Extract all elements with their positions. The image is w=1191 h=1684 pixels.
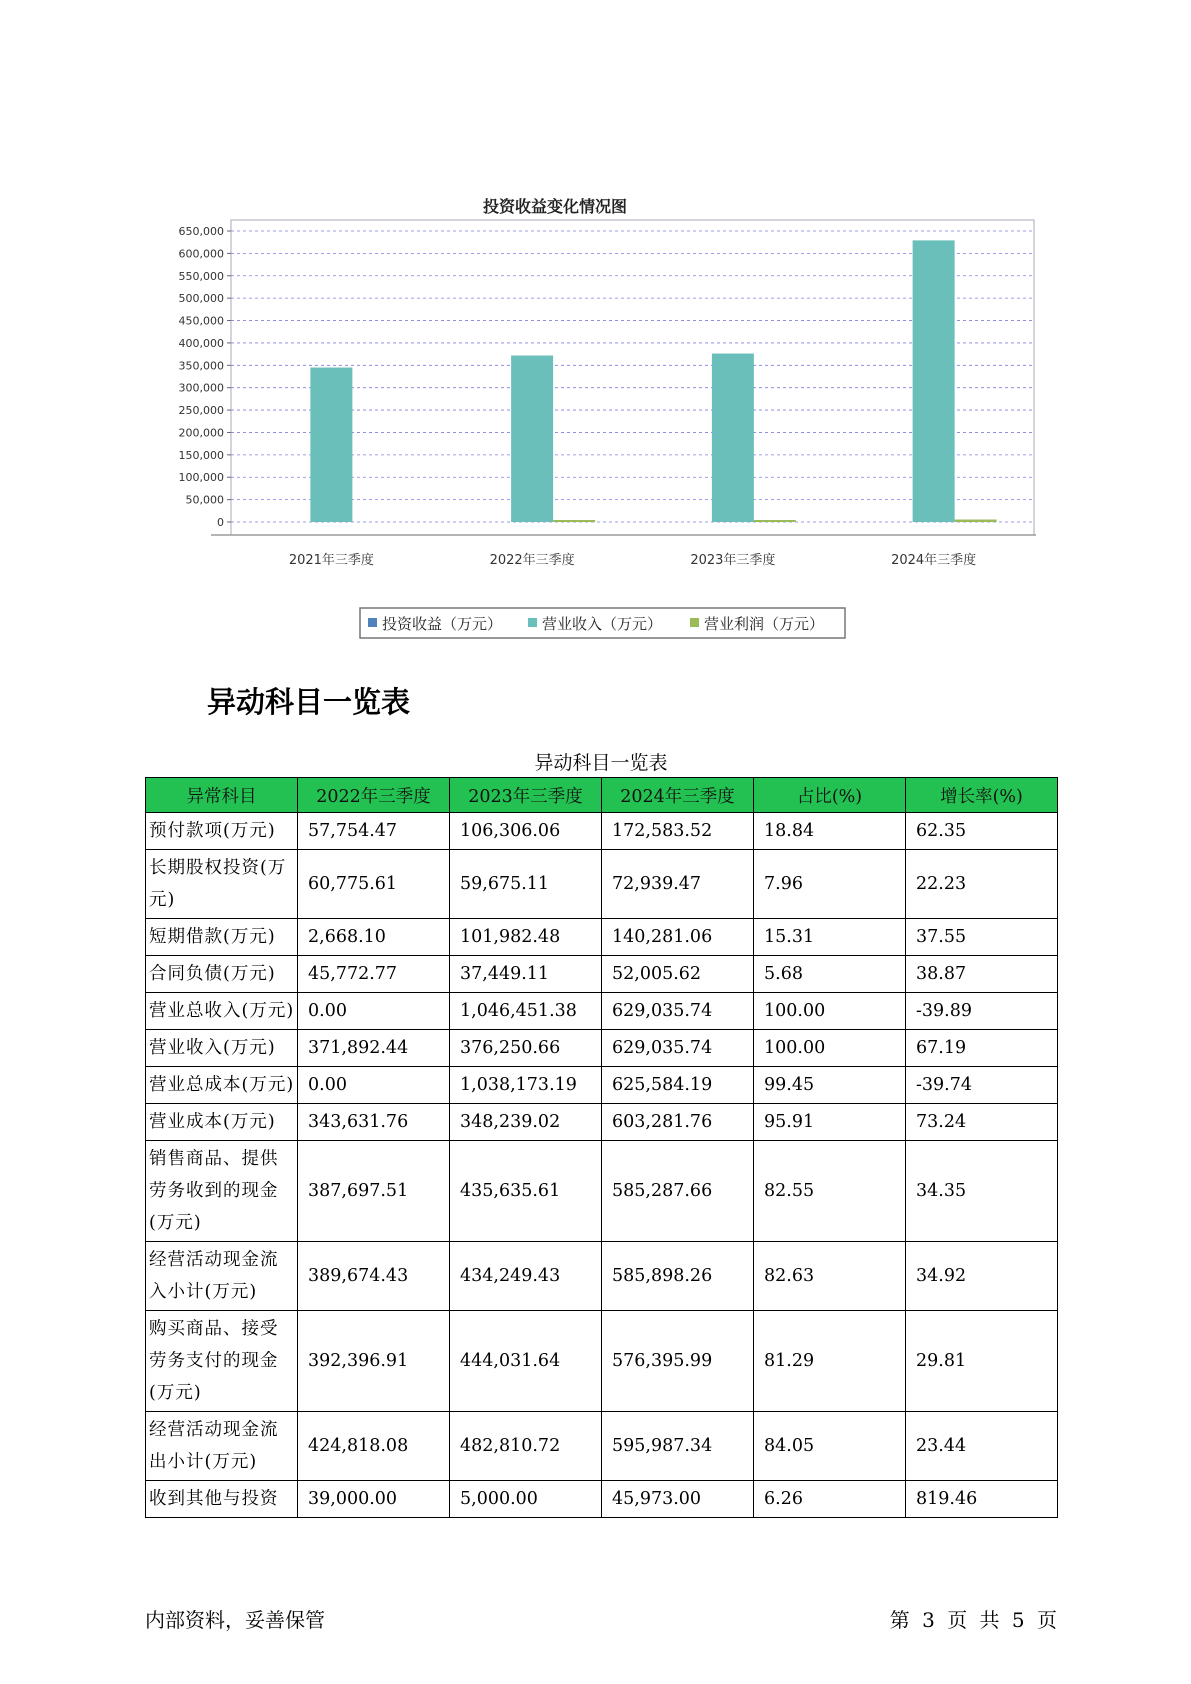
value-cell: 629,035.74 — [602, 1030, 754, 1067]
row-label-cell: 营业成本(万元) — [146, 1104, 298, 1141]
row-label-cell: 营业总收入(万元) — [146, 993, 298, 1030]
row-label-cell: 收到其他与投资 — [146, 1481, 298, 1518]
abnormal-items-table — [145, 777, 1058, 1518]
value-cell: 0.00 — [298, 1067, 450, 1104]
value-cell: 140,281.06 — [602, 919, 754, 956]
row-label-cell: 短期借款(万元) — [146, 919, 298, 956]
table-row — [146, 1030, 1058, 1067]
x-tick-label: 2021年三季度 — [288, 553, 374, 568]
y-tick-label: 300,000 — [178, 381, 224, 395]
table-row — [146, 1141, 1058, 1242]
table-row — [146, 1242, 1058, 1311]
value-cell: 6.26 — [754, 1481, 906, 1518]
value-cell: 576,395.99 — [602, 1311, 754, 1412]
value-cell: 15.31 — [754, 919, 906, 956]
value-cell: 101,982.48 — [450, 919, 602, 956]
x-tick-label: 2022年三季度 — [489, 553, 575, 568]
bar-2-1 — [310, 368, 352, 522]
bar-2-3 — [712, 354, 754, 522]
value-cell: 7.96 — [754, 850, 906, 919]
value-cell: 172,583.52 — [602, 813, 754, 850]
value-cell: 629,035.74 — [602, 993, 754, 1030]
investment-income-chart — [150, 195, 1050, 655]
value-cell: 37,449.11 — [450, 956, 602, 993]
row-label-cell: 营业总成本(万元) — [146, 1067, 298, 1104]
column-header: 占比(%) — [754, 778, 906, 813]
value-cell: 819.46 — [906, 1481, 1058, 1518]
value-cell: 0.00 — [298, 993, 450, 1030]
column-header: 2023年三季度 — [450, 778, 602, 813]
value-cell: 348,239.02 — [450, 1104, 602, 1141]
table-row — [146, 850, 1058, 919]
legend-label: 营业收入（万元） — [542, 615, 663, 633]
value-cell: 29.81 — [906, 1311, 1058, 1412]
bar-2-2 — [511, 356, 553, 522]
value-cell: 585,898.26 — [602, 1242, 754, 1311]
value-cell: 95.91 — [754, 1104, 906, 1141]
row-label-cell: 预付款项(万元) — [146, 813, 298, 850]
footer-confidential-note: 内部资料，妥善保管 — [145, 1608, 325, 1632]
legend-swatch — [690, 618, 699, 627]
value-cell: -39.74 — [906, 1067, 1058, 1104]
value-cell: 343,631.76 — [298, 1104, 450, 1141]
value-cell: 82.55 — [754, 1141, 906, 1242]
row-label-cell: 购买商品、接受劳务支付的现金(万元) — [146, 1311, 298, 1412]
value-cell: 1,038,173.19 — [450, 1067, 602, 1104]
value-cell: 392,396.91 — [298, 1311, 450, 1412]
value-cell: 39,000.00 — [298, 1481, 450, 1518]
value-cell: 5,000.00 — [450, 1481, 602, 1518]
row-label-cell: 经营活动现金流出小计(万元) — [146, 1412, 298, 1481]
table-row — [146, 956, 1058, 993]
value-cell: 625,584.19 — [602, 1067, 754, 1104]
table-row — [146, 813, 1058, 850]
chart-title: 投资收益变化情况图 — [482, 197, 628, 216]
legend-label: 投资收益（万元） — [382, 615, 503, 633]
y-tick-label: 600,000 — [178, 247, 224, 261]
value-cell: 60,775.61 — [298, 850, 450, 919]
bar-3-2 — [553, 520, 595, 522]
x-tick-label: 2023年三季度 — [690, 553, 776, 568]
column-header: 2022年三季度 — [298, 778, 450, 813]
table-caption: 异动科目一览表 — [534, 752, 668, 774]
y-tick-label: 550,000 — [178, 269, 224, 283]
table-row — [146, 919, 1058, 956]
y-tick-label: 0 — [217, 516, 224, 529]
value-cell: 434,249.43 — [450, 1242, 602, 1311]
x-tick-label: 2024年三季度 — [891, 553, 977, 568]
value-cell: 435,635.61 — [450, 1141, 602, 1242]
value-cell: 52,005.62 — [602, 956, 754, 993]
value-cell: 45,772.77 — [298, 956, 450, 993]
chart-canvas — [150, 195, 1050, 655]
value-cell: 84.05 — [754, 1412, 906, 1481]
value-cell: 82.63 — [754, 1242, 906, 1311]
y-tick-label: 100,000 — [178, 471, 224, 485]
bar-3-4 — [955, 520, 997, 522]
value-cell: 38.87 — [906, 956, 1058, 993]
column-header: 异常科目 — [146, 778, 298, 813]
value-cell: 482,810.72 — [450, 1412, 602, 1481]
value-cell: 45,973.00 — [602, 1481, 754, 1518]
value-cell: 106,306.06 — [450, 813, 602, 850]
value-cell: 23.44 — [906, 1412, 1058, 1481]
value-cell: 387,697.51 — [298, 1141, 450, 1242]
value-cell: 595,987.34 — [602, 1412, 754, 1481]
table-row — [146, 1067, 1058, 1104]
value-cell: 100.00 — [754, 993, 906, 1030]
bar-3-3 — [754, 520, 796, 522]
value-cell: 37.55 — [906, 919, 1058, 956]
value-cell: 100.00 — [754, 1030, 906, 1067]
value-cell: 371,892.44 — [298, 1030, 450, 1067]
value-cell: 67.19 — [906, 1030, 1058, 1067]
bar-2-4 — [913, 240, 955, 522]
legend-label: 营业利润（万元） — [704, 615, 825, 633]
table-row — [146, 1481, 1058, 1518]
value-cell: 99.45 — [754, 1067, 906, 1104]
value-cell: 34.92 — [906, 1242, 1058, 1311]
column-header: 2024年三季度 — [602, 778, 754, 813]
table-row — [146, 993, 1058, 1030]
value-cell: 424,818.08 — [298, 1412, 450, 1481]
value-cell: 585,287.66 — [602, 1141, 754, 1242]
y-tick-label: 650,000 — [178, 225, 224, 238]
legend-swatch — [368, 618, 377, 627]
value-cell: 34.35 — [906, 1141, 1058, 1242]
value-cell: 18.84 — [754, 813, 906, 850]
y-tick-label: 350,000 — [178, 359, 224, 373]
row-label-cell: 合同负债(万元) — [146, 956, 298, 993]
value-cell: 603,281.76 — [602, 1104, 754, 1141]
y-tick-label: 400,000 — [178, 336, 224, 350]
value-cell: 5.68 — [754, 956, 906, 993]
value-cell: 57,754.47 — [298, 813, 450, 850]
y-tick-label: 450,000 — [178, 314, 224, 328]
legend-swatch — [528, 618, 537, 627]
value-cell: 376,250.66 — [450, 1030, 602, 1067]
value-cell: 389,674.43 — [298, 1242, 450, 1311]
value-cell: 22.23 — [906, 850, 1058, 919]
value-cell: -39.89 — [906, 993, 1058, 1030]
row-label-cell: 营业收入(万元) — [146, 1030, 298, 1067]
value-cell: 73.24 — [906, 1104, 1058, 1141]
table-row — [146, 1104, 1058, 1141]
value-cell: 59,675.11 — [450, 850, 602, 919]
y-tick-label: 250,000 — [178, 404, 224, 418]
row-label-cell: 长期股权投资(万元) — [146, 850, 298, 919]
row-label-cell: 销售商品、提供劳务收到的现金(万元) — [146, 1141, 298, 1242]
y-tick-label: 500,000 — [178, 292, 224, 306]
column-header: 增长率(%) — [906, 778, 1058, 813]
y-tick-label: 200,000 — [178, 426, 224, 440]
row-label-cell: 经营活动现金流入小计(万元) — [146, 1242, 298, 1311]
y-tick-label: 150,000 — [178, 448, 224, 462]
table-row — [146, 1412, 1058, 1481]
value-cell: 1,046,451.38 — [450, 993, 602, 1030]
y-tick-label: 50,000 — [185, 493, 224, 507]
value-cell: 444,031.64 — [450, 1311, 602, 1412]
value-cell: 2,668.10 — [298, 919, 450, 956]
footer-page-number: 第 3 页 共 5 页 — [889, 1608, 1057, 1632]
value-cell: 72,939.47 — [602, 850, 754, 919]
table-header-row — [146, 778, 1058, 813]
value-cell: 62.35 — [906, 813, 1058, 850]
value-cell: 81.29 — [754, 1311, 906, 1412]
section-heading: 异动科目一览表 — [207, 685, 411, 719]
table-row — [146, 1311, 1058, 1412]
